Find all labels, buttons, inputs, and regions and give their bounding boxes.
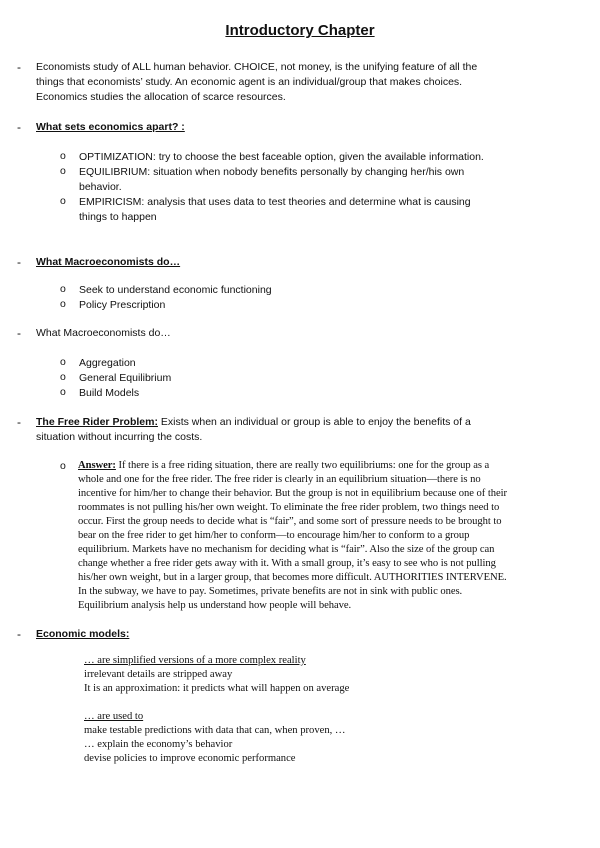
answer-line: change whether a free rider gets away with it. With a small group, it’s easy to see who is not pulling <box>78 558 496 569</box>
answer-line: Equilibrium analysis help us understand how people will behave. <box>78 600 352 611</box>
answer-line: occur. First the group needs to decide what is “fair”, and some sort of pressure needs to be brought to <box>78 516 502 527</box>
list-item: Aggregation <box>79 357 136 369</box>
answer-line: In the subway, we have to pay. Sometimes, private benefits are not in sink with public ones. <box>78 586 463 597</box>
models-bullet: - <box>17 627 21 641</box>
free-rider-heading: The Free Rider Problem: <box>36 416 158 428</box>
models-heading: Economic models: <box>36 628 130 640</box>
list-item: Seek to understand economic functioning <box>79 284 272 296</box>
answer-line: incentive for him/her to change their behavior. But the group is not in equilibrium because one of their <box>78 488 508 499</box>
answer-label: Answer: <box>78 460 116 471</box>
model-line: devise policies to improve economic performance <box>84 753 296 764</box>
list-marker: o <box>60 165 66 177</box>
intro-line-2: things that economists’ study. An economic agent is an individual/group that makes choices. <box>36 76 463 88</box>
answer-text: If there is a free riding situation, there are really two equilibriums: one for the group as a <box>115 460 490 471</box>
free-rider-bullet: - <box>17 415 21 429</box>
list-marker: o <box>60 356 66 368</box>
free-rider-line-2: situation without incurring the costs. <box>36 431 203 443</box>
answer-line: roommates is not pulling his/her own weight. To eliminate the free rider problem, two things need to <box>78 502 500 513</box>
list-marker: o <box>60 195 66 207</box>
answer-line: equilibrium. Markets have no mechanism for deciding what is “fair”. Also the size of the group can <box>78 544 495 555</box>
answer-line <box>78 459 489 473</box>
page-title: Introductory Chapter <box>225 22 375 39</box>
list-marker: o <box>60 298 66 310</box>
list-marker: o <box>60 386 66 398</box>
model-line: … are used to <box>84 711 144 722</box>
sets-apart-bullet: - <box>17 120 21 134</box>
intro-line-1: Economists study of ALL human behavior. CHOICE, not money, is the unifying feature of all the <box>36 61 478 73</box>
intro-line-3: Economics studies the allocation of scarce resources. <box>36 91 286 103</box>
optimization-item: OPTIMIZATION: try to choose the best faceable option, given the available information. <box>79 151 484 163</box>
answer-line: his/her own weight, but in a larger group, that becomes more difficult. AUTHORITIES INTERVENE. <box>78 572 507 583</box>
free-rider-line-1 <box>36 415 471 430</box>
free-rider-text: Exists when an individual or group is able to enjoy the benefits of a <box>157 416 471 428</box>
macro2-heading: What Macroeconomists do… <box>36 327 171 339</box>
sets-apart-heading: What sets economics apart? : <box>36 121 185 133</box>
equilibrium-item-cont: behavior. <box>79 181 122 193</box>
empiricism-item: EMPIRICISM: analysis that uses data to test theories and determine what is causing <box>79 196 471 208</box>
list-marker: o <box>60 460 66 472</box>
list-item: General Equilibrium <box>79 372 172 384</box>
model-line: irrelevant details are stripped away <box>84 669 233 680</box>
macro2-bullet: - <box>17 326 21 340</box>
answer-line: whole and one for the free rider. The free rider is clearly in an equilibrium situation—there is no <box>78 474 481 485</box>
list-marker: o <box>60 283 66 295</box>
list-marker: o <box>60 371 66 383</box>
model-line: make testable predictions with data that can, when proven, … <box>84 725 346 736</box>
empiricism-item-cont: things to happen <box>79 211 157 223</box>
intro-bullet: - <box>17 60 21 74</box>
list-item: Policy Prescription <box>79 299 166 311</box>
answer-line: bear on the free rider to get him/her to conform—to encourage him/her to conform to a group <box>78 530 470 541</box>
model-line: It is an approximation: it predicts what will happen on average <box>84 683 350 694</box>
macro1-heading: What Macroeconomists do… <box>36 256 181 268</box>
equilibrium-item: EQUILIBRIUM: situation when nobody benefits personally by changing her/his own <box>79 166 465 178</box>
list-item: Build Models <box>79 387 140 399</box>
model-line: … explain the economy’s behavior <box>84 739 233 750</box>
macro1-bullet: - <box>17 255 21 269</box>
model-line: … are simplified versions of a more complex reality <box>84 655 306 666</box>
list-marker: o <box>60 150 66 162</box>
